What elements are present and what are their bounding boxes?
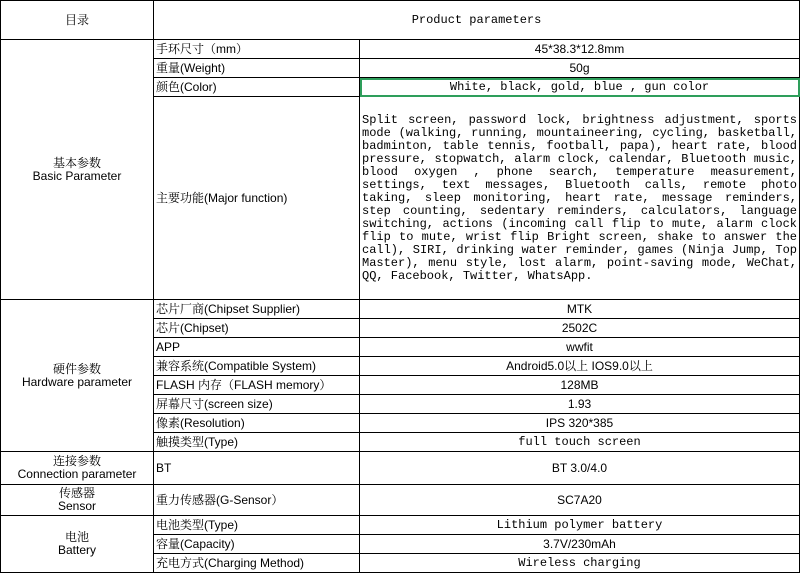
section-battery xyxy=(1,516,154,573)
weight-label: 重量(Weight) xyxy=(154,59,360,78)
chipset-supplier-value[interactable]: MTK xyxy=(360,300,800,319)
charging-value[interactable]: Wireless charging xyxy=(360,554,800,573)
app-value[interactable]: wwfit xyxy=(360,338,800,357)
capacity-label: 容量(Capacity) xyxy=(154,535,360,554)
gsensor-value[interactable]: SC7A20 xyxy=(360,485,800,516)
system-label: 兼容系统(Compatible System) xyxy=(154,357,360,376)
table-row xyxy=(1,452,800,485)
size-value[interactable]: 45*38.3*12.8mm xyxy=(360,40,800,59)
section-hardware-zh: 硬件参数 xyxy=(52,361,101,376)
color-value-selected-cell[interactable]: White, black, gold, blue , gun color xyxy=(360,78,800,97)
section-connection-zh: 连接参数 xyxy=(52,454,101,468)
screen-size-value[interactable]: 1.93 xyxy=(360,395,800,414)
section-basic-zh: 基本参数 xyxy=(52,155,101,170)
section-battery-en: Battery xyxy=(57,543,96,557)
flash-label: FLASH 内存（FLASH memory） xyxy=(154,376,360,395)
weight-value[interactable]: 50g xyxy=(360,59,800,78)
section-battery-zh: 电池 xyxy=(64,530,89,544)
bt-value[interactable]: BT 3.0/4.0 xyxy=(360,452,800,485)
section-sensor xyxy=(1,485,154,516)
battery-type-label: 电池类型(Type) xyxy=(154,516,360,535)
bt-label: BT xyxy=(154,452,360,485)
battery-type-value[interactable]: Lithium polymer battery xyxy=(360,516,800,535)
chipset-label: 芯片(Chipset) xyxy=(154,319,360,338)
table-row xyxy=(1,300,800,319)
app-label: APP xyxy=(154,338,360,357)
touch-label: 触摸类型(Type) xyxy=(154,433,360,452)
charging-label: 充电方式(Charging Method) xyxy=(154,554,360,573)
header-row xyxy=(1,1,800,40)
chipset-supplier-label: 芯片厂商(Chipset Supplier) xyxy=(154,300,360,319)
function-value[interactable]: Split screen, password lock, brightness adjustment, sports mode (walking, running, mountaineering, cycling, basketball, badminton, table tennis, football, papa), heart rate, blood pressure, stopwatch, alarm clock, calendar, Bluetooth music, blood oxygen , phone search, temperature measurement, settings, text messages, Bluetooth calls, remote photo taking, sleep monitoring, heart rate, message reminders, step counting, sedentary reminders, calculators, language switching, actions (incoming call flip to mute, alarm clock flip to mute, wrist flip Bright screen, shake to answer the call), SIRI, drinking water reminder, games (Ninja Jump, Top Master), menu style, lost alarm, point-saving mode, WeChat, QQ, Facebook, Twitter, WhatsApp. xyxy=(360,97,800,300)
size-label: 手环尺寸（mm） xyxy=(154,40,360,59)
flash-value[interactable]: 128MB xyxy=(360,376,800,395)
section-sensor-zh: 传感器 xyxy=(58,486,95,500)
table-row xyxy=(1,40,800,59)
section-sensor-en: Sensor xyxy=(57,499,97,513)
header-catalog: 目录 xyxy=(1,1,154,40)
section-hardware-en: Hardware parameter xyxy=(21,374,133,389)
section-connection xyxy=(1,452,154,485)
section-basic-en: Basic Parameter xyxy=(32,168,122,183)
table-row xyxy=(1,485,800,516)
color-label: 颜色(Color) xyxy=(154,78,360,97)
capacity-value[interactable]: 3.7V/230mAh xyxy=(360,535,800,554)
chipset-value[interactable]: 2502C xyxy=(360,319,800,338)
touch-value[interactable]: full touch screen xyxy=(360,433,800,452)
system-value[interactable]: Android5.0以上 IOS9.0以上 xyxy=(360,357,800,376)
section-connection-en: Connection parameter xyxy=(17,467,137,481)
function-label: 主要功能(Major function) xyxy=(154,97,360,300)
table-row xyxy=(1,516,800,535)
screen-size-label: 屏幕尺寸(screen size) xyxy=(154,395,360,414)
gsensor-label: 重力传感器(G-Sensor） xyxy=(154,485,360,516)
section-hardware xyxy=(1,300,154,452)
resolution-value[interactable]: IPS 320*385 xyxy=(360,414,800,433)
resolution-label: 像素(Resolution) xyxy=(154,414,360,433)
header-product-parameters: Product parameters xyxy=(154,1,800,40)
section-basic xyxy=(1,40,154,300)
